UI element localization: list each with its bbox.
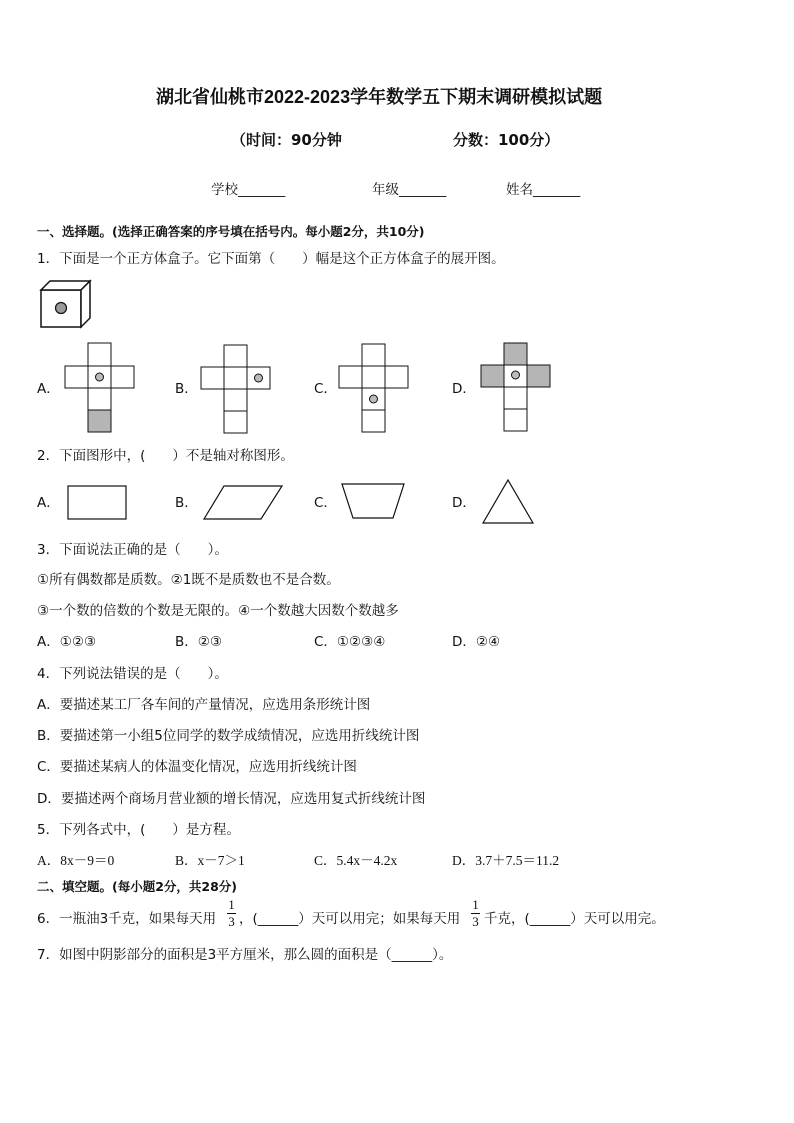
net-d[interactable] <box>481 342 551 433</box>
name-field[interactable]: 姓名_______ <box>506 182 581 198</box>
school-field[interactable]: 学校_______ <box>211 182 286 198</box>
trapezoid-shape[interactable] <box>341 483 405 521</box>
net-c[interactable] <box>339 343 409 434</box>
q4-option-c[interactable]: C．要描述某病人的体温变化情况，应选用折线统计图 <box>37 759 357 775</box>
net-a[interactable] <box>65 342 135 434</box>
q6-fraction-2 <box>471 898 480 929</box>
q6-fraction-2-denominator: 3 <box>472 914 479 929</box>
q6-fraction-1-denominator: 3 <box>228 914 235 929</box>
q2-stem: 2．下面图形中，( ）不是轴对称图形。 <box>37 448 294 464</box>
q2-option-b[interactable]: B． <box>175 495 198 511</box>
triangle-shape[interactable] <box>482 479 534 525</box>
q6-part3[interactable]: 千克，(______）天可以用完。 <box>484 911 665 927</box>
q6-fraction-1 <box>227 898 236 929</box>
page-title: 湖北省仙桃市2022-2023学年数学五下期末调研模拟试题 <box>156 87 603 107</box>
q6-part2[interactable]: ，(______）天可以用完；如果每天用 <box>239 911 461 927</box>
q6-fraction-1-numerator: 1 <box>228 897 235 912</box>
q3-stem: 3．下面说法正确的是（ ）。 <box>37 542 228 558</box>
q1-option-c[interactable]: C． <box>314 381 337 397</box>
net-b[interactable] <box>201 344 271 434</box>
q7-stem[interactable]: 7．如图中阴影部分的面积是3平方厘米，那么圆的面积是（______）。 <box>37 947 453 963</box>
grade-field[interactable]: 年级_______ <box>372 182 447 198</box>
q1-option-a[interactable]: A． <box>37 381 60 397</box>
q6-part1: 6．一瓶油3千克，如果每天用 <box>37 911 217 927</box>
q3-statement-2: ③一个数的倍数的个数是无限的。④一个数越大因数个数越多 <box>37 603 399 619</box>
q6-fraction-2-numerator: 1 <box>472 897 479 912</box>
section2-heading: 二、填空题。(每小题2分，共28分) <box>37 879 238 894</box>
q2-option-d[interactable]: D． <box>452 495 476 511</box>
rectangle-shape[interactable] <box>67 485 127 521</box>
q5-option-a[interactable]: A．8x－9＝0 <box>37 853 115 868</box>
q5-stem: 5．下列各式中，( ）是方程。 <box>37 822 240 838</box>
cube-figure <box>40 280 95 330</box>
q4-stem: 4．下列说法错误的是（ ）。 <box>37 666 228 682</box>
q2-option-a[interactable]: A． <box>37 495 60 511</box>
parallelogram-shape[interactable] <box>203 485 283 521</box>
q4-option-b[interactable]: B．要描述第一小组5位同学的数学成绩情况，应选用折线统计图 <box>37 728 420 744</box>
exam-time: （时间：90分钟 <box>231 131 342 149</box>
q2-option-c[interactable]: C． <box>314 495 337 511</box>
q4-option-a[interactable]: A．要描述某工厂各车间的产量情况，应选用条形统计图 <box>37 697 371 713</box>
section1-heading: 一、选择题。(选择正确答案的序号填在括号内。每小题2分，共10分) <box>37 224 425 239</box>
q4-option-d[interactable]: D．要描述两个商场月营业额的增长情况，应选用复式折线统计图 <box>37 791 426 807</box>
q1-stem: 1．下面是一个正方体盒子。它下面第（ ）幅是这个正方体盒子的展开图。 <box>37 251 505 267</box>
q3-option-a[interactable]: A．①②③ <box>37 634 97 650</box>
q3-option-d[interactable]: D．②④ <box>452 634 501 650</box>
exam-score: 分数：100分） <box>453 131 560 149</box>
q5-option-c[interactable]: C．5.4x－4.2x <box>314 853 398 868</box>
q3-option-c[interactable]: C．①②③④ <box>314 634 386 650</box>
q5-option-d[interactable]: D．3.7＋7.5＝11.2 <box>452 853 560 868</box>
q5-option-b[interactable]: B．x－7＞1 <box>175 853 245 868</box>
q1-option-b[interactable]: B． <box>175 381 198 397</box>
q1-option-d[interactable]: D． <box>452 381 476 397</box>
q3-option-b[interactable]: B．②③ <box>175 634 222 650</box>
q3-statement-1: ①所有偶数都是质数。②1既不是质数也不是合数。 <box>37 572 340 588</box>
